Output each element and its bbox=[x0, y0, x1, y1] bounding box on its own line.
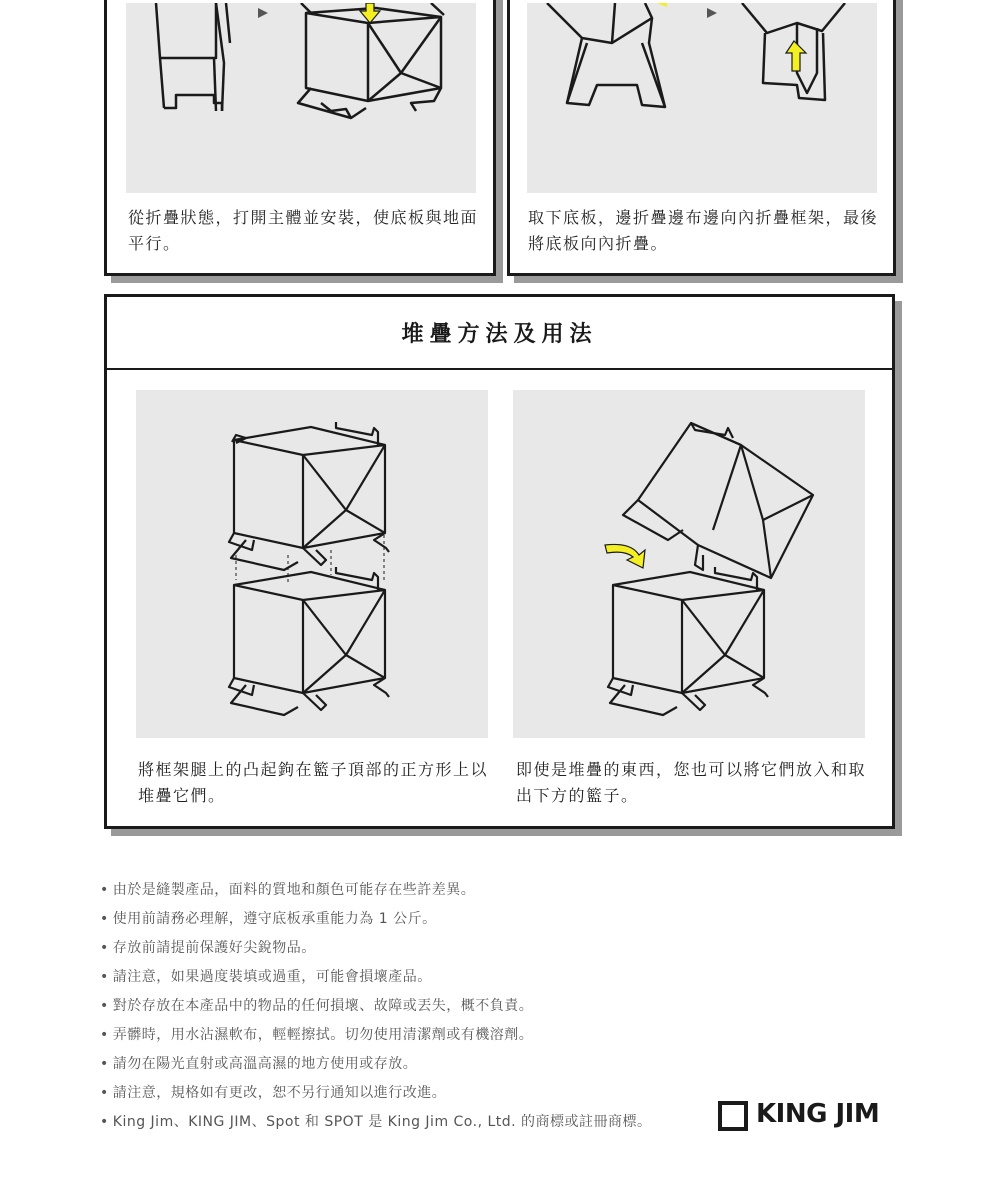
logo-square-icon bbox=[718, 1101, 748, 1131]
access-illustration bbox=[513, 390, 865, 738]
push-down-arrow-icon bbox=[360, 3, 380, 23]
note-item: • 存放前請提前保護好尖銳物品。 bbox=[100, 937, 700, 966]
brand-name: KING JIM bbox=[756, 1099, 880, 1129]
note-item: • 使用前請務必理解，遵守底板承重能力為 1 公斤。 bbox=[100, 908, 700, 937]
fold-illustration bbox=[527, 3, 877, 193]
fold-instruction-card bbox=[507, 0, 896, 276]
stacking-title: 堆疊方法及用法 bbox=[107, 297, 892, 370]
brand-logo bbox=[718, 1098, 898, 1132]
stacking-card bbox=[104, 294, 895, 829]
next-step-arrow-icon bbox=[258, 8, 268, 18]
curved-arrow-icon bbox=[605, 544, 645, 568]
access-caption: 即使是堆疊的東西，您也可以將它們放入和取 出下方的籃子。 bbox=[516, 760, 867, 805]
unfold-caption: 從折疊狀態，打開主體並安裝，使底板與地面 平行。 bbox=[128, 208, 479, 253]
note-item: • King Jim、KING JIM、Spot 和 SPOT 是 King Jim Co., Ltd. 的商標或註冊商標。 bbox=[100, 1111, 700, 1140]
push-up-arrow-icon bbox=[786, 41, 806, 71]
note-item: • 請注意，如果過度裝填或過重，可能會損壞產品。 bbox=[100, 966, 700, 995]
note-item: • 對於存放在本產品中的物品的任何損壞、故障或丟失，概不負責。 bbox=[100, 995, 700, 1024]
note-item: • 請勿在陽光直射或高溫高濕的地方使用或存放。 bbox=[100, 1053, 700, 1082]
notes-list bbox=[100, 879, 700, 1140]
fold-caption: 取下底板，邊折疊邊布邊向內折疊框架，最後 將底板向內折疊。 bbox=[528, 208, 879, 253]
note-item: • 由於是縫製產品，面料的質地和顏色可能存在些許差異。 bbox=[100, 879, 700, 908]
note-item: • 弄髒時，用水沾濕軟布，輕輕擦拭。切勿使用清潔劑或有機溶劑。 bbox=[100, 1024, 700, 1053]
note-item: • 請注意，規格如有更改，恕不另行通知以進行改進。 bbox=[100, 1082, 700, 1111]
unfold-instruction-card bbox=[104, 0, 496, 276]
unfold-illustration bbox=[126, 3, 476, 193]
next-step-arrow-icon bbox=[707, 8, 717, 18]
stacking-caption: 將框架腿上的凸起鉤在籃子頂部的正方形上以 堆疊它們。 bbox=[138, 760, 489, 805]
stacking-illustration bbox=[136, 390, 488, 738]
